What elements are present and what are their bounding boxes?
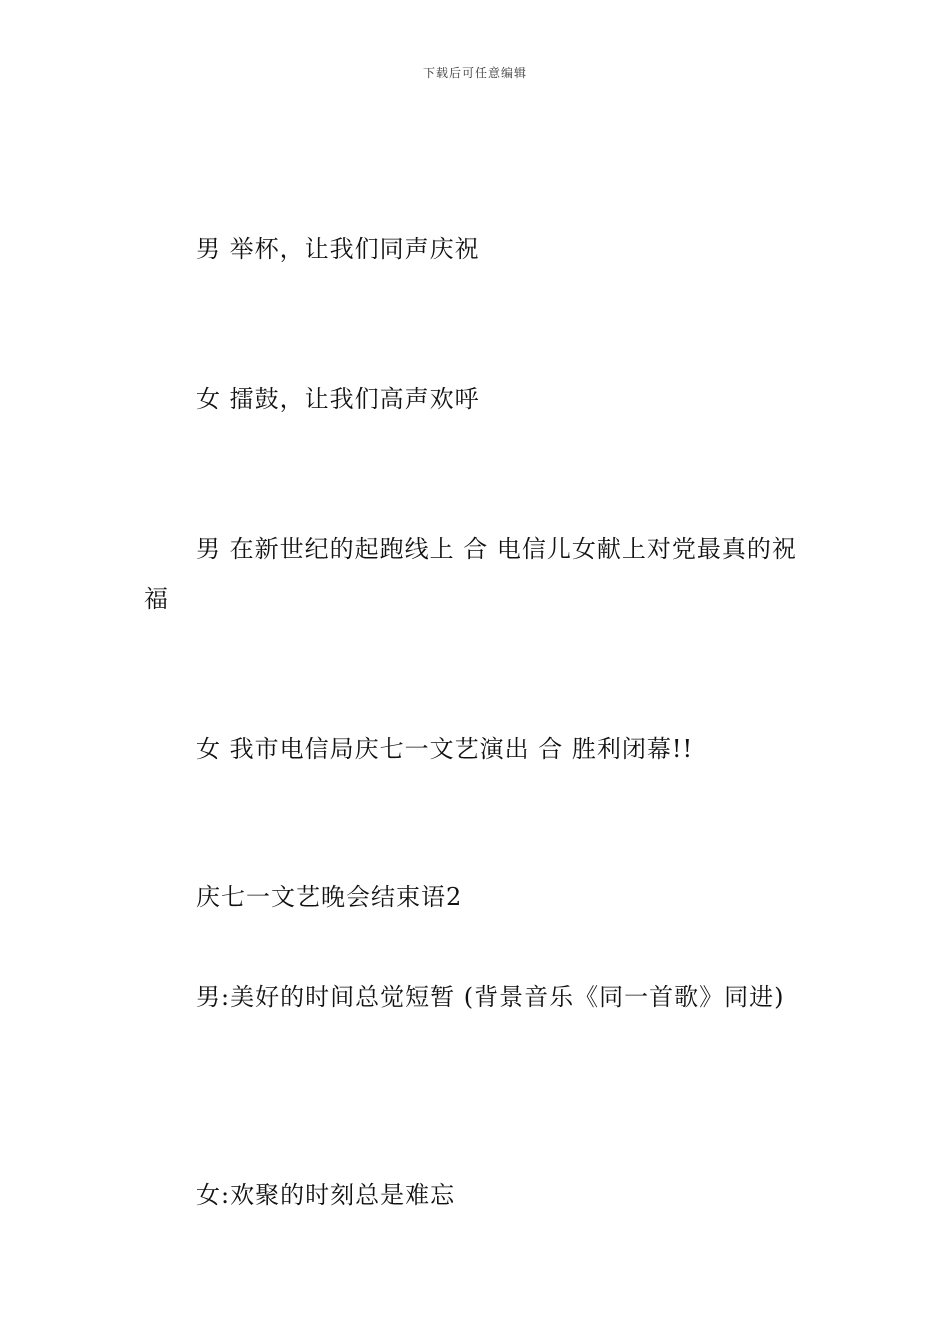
paragraph-male-toast: 男 举杯，让我们同声庆祝 [196, 235, 480, 263]
paragraph-female-memorable: 女:欢聚的时刻总是难忘 [196, 1181, 456, 1209]
page-header: 下载后可任意编辑 [422, 66, 527, 80]
paragraph-male-time-short: 男:美好的时间总觉短暂 (背景音乐《同一首歌》同进) [196, 983, 785, 1011]
paragraph-male-new-century: 男 在新世纪的起跑线上 合 电信儿女献上对党最真的祝福 [144, 535, 797, 613]
paragraph-female-drum: 女 擂鼓，让我们高声欢呼 [196, 385, 480, 413]
paragraph-female-closing: 女 我市电信局庆七一文艺演出 合 胜利闭幕!! [196, 735, 694, 763]
section-title: 庆七一文艺晚会结束语2 [196, 883, 463, 911]
